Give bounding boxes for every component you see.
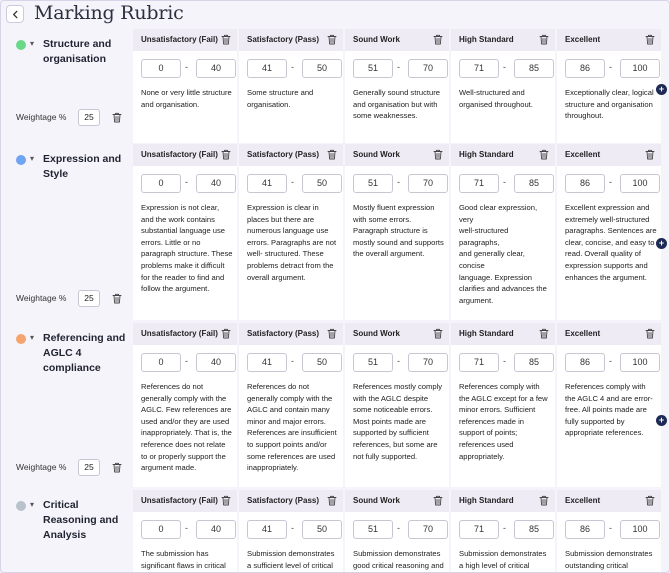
level-title[interactable]: Sound Work [353,496,400,505]
level-description[interactable]: Submission demonstrates a high level of critical [459,549,547,570]
level-header [133,144,237,166]
level-header [345,323,449,345]
range-max-input[interactable]: 85 [514,520,554,539]
range-separator: - [503,523,506,533]
level-title[interactable]: Satisfactory (Pass) [247,496,320,505]
criterion-color-dot[interactable] [16,155,26,165]
level-column [557,144,661,320]
level-title[interactable]: Sound Work [353,35,400,44]
delete-level-trash-icon[interactable] [645,328,655,339]
range-min-input[interactable]: 41 [247,520,287,539]
level-title[interactable]: High Standard [459,496,514,505]
level-header [557,144,661,166]
range-min-input[interactable]: 71 [459,520,499,539]
level-columns [133,144,661,320]
range-min-input[interactable]: 51 [353,353,393,372]
criterion-header [9,144,133,320]
delete-level-trash-icon[interactable] [645,495,655,506]
level-column [345,144,449,320]
criterion-block [9,490,665,573]
level-description[interactable]: Good clear expression, very well-structured paragraphs, and generally clear, concise language. Expression clarifies and advances the argument. [459,203,547,305]
level-header [557,323,661,345]
level-description[interactable]: References do not generally comply with the AGLC. Few references are used and/or they are used inappropriately. That is, the reference does not relate to or properly support the argument made. [141,382,232,473]
level-title[interactable]: Sound Work [353,150,400,159]
range-max-input[interactable]: 50 [302,174,342,193]
range-min-input[interactable]: 41 [247,174,287,193]
chevron-down-icon[interactable]: ▾ [30,154,35,163]
level-title[interactable]: Excellent [565,35,601,44]
level-header [133,323,237,345]
score-range [459,520,553,539]
level-title[interactable]: Excellent [565,496,601,505]
range-max-input[interactable]: 50 [302,520,342,539]
level-header [239,29,343,51]
range-separator: - [397,177,400,187]
range-separator: - [185,62,188,72]
weightage-label: Weightage % [16,462,67,472]
level-title[interactable]: Unsatisfactory (Fail) [141,35,218,44]
delete-level-trash-icon[interactable] [327,328,337,339]
range-max-input[interactable]: 85 [514,174,554,193]
level-description[interactable]: Expression is not clear, and the work contains substantial language use errors. Little or no paragraph structure. These problems make it difficult for the reader to find and follow the argument. [141,203,233,294]
range-max-input[interactable]: 85 [514,59,554,78]
level-description[interactable]: References mostly comply with the AGLC despite some noticeable errors. Most points made are supported by sufficient references, but some are not fully supported. [353,382,443,461]
level-description[interactable]: Expression is clear in places but there are numerous language use errors. Paragraphs are not well- structured. These problems detract from the overall argument. [247,203,337,282]
range-min-input[interactable]: 51 [353,520,393,539]
score-range [565,59,659,78]
level-description[interactable]: Submission demonstrates good critical reasoning and [353,549,444,570]
score-range [141,59,235,78]
level-header [451,144,555,166]
delete-level-trash-icon[interactable] [327,34,337,45]
level-description[interactable]: References comply with the AGLC 4 and are error-free. All points made are fully supported by appropriate references. [565,382,653,438]
level-column [345,490,449,573]
level-title[interactable]: High Standard [459,329,514,338]
range-min-input[interactable]: 51 [353,174,393,193]
range-separator: - [503,177,506,187]
range-max-input[interactable]: 100 [620,59,660,78]
level-header [451,29,555,51]
level-header [239,323,343,345]
score-range [247,59,341,78]
level-title[interactable]: Sound Work [353,329,400,338]
criterion-name[interactable]: Expression and Style [43,153,122,180]
range-separator: - [291,62,294,72]
level-description[interactable]: Mostly fluent expression with some errors. Paragraph structure is mostly sound and supports the overall argument. [353,203,444,259]
delete-level-trash-icon[interactable] [433,34,443,45]
range-max-input[interactable]: 40 [196,520,236,539]
level-column [133,323,237,487]
range-separator: - [609,62,612,72]
header [1,1,670,29]
range-max-input[interactable]: 50 [302,59,342,78]
level-column [557,490,661,573]
weightage-row [16,109,132,127]
delete-level-trash-icon[interactable] [539,328,549,339]
weightage-input[interactable]: 25 [78,290,100,307]
range-max-input[interactable]: 85 [514,353,554,372]
delete-level-trash-icon[interactable] [539,495,549,506]
criterion-block [9,323,665,487]
level-columns [133,29,661,143]
range-min-input[interactable]: 41 [247,59,287,78]
range-separator: - [291,356,294,366]
level-column [451,144,555,320]
score-range [353,59,447,78]
delete-level-trash-icon[interactable] [433,149,443,160]
delete-level-trash-icon[interactable] [539,34,549,45]
range-max-input[interactable]: 40 [196,59,236,78]
level-title[interactable]: High Standard [459,35,514,44]
criterion-header [9,323,133,487]
range-min-input[interactable]: 86 [565,353,605,372]
level-column [557,29,661,143]
level-description[interactable]: Well-structured and organised throughout. [459,88,533,109]
range-max-input[interactable]: 70 [408,59,448,78]
level-description[interactable]: Generally sound structure and organisation but with some weaknesses. [353,88,440,121]
level-title[interactable]: Excellent [565,329,601,338]
range-min-input[interactable]: 71 [459,59,499,78]
delete-level-trash-icon[interactable] [645,34,655,45]
range-min-input[interactable]: 0 [141,59,181,78]
range-max-input[interactable]: 70 [408,174,448,193]
range-min-input[interactable]: 0 [141,353,181,372]
level-description[interactable]: Submission demonstrates a sufficient level of critical [247,549,335,570]
range-separator: - [397,523,400,533]
range-max-input[interactable]: 100 [620,353,660,372]
chevron-left-icon [11,10,20,19]
score-range [353,520,447,539]
level-header [557,490,661,512]
level-column [451,490,555,573]
range-separator: - [185,356,188,366]
delete-level-trash-icon[interactable] [327,495,337,506]
level-header [133,490,237,512]
score-range [353,353,447,372]
delete-criterion-trash-icon[interactable] [112,462,122,473]
range-separator: - [503,62,506,72]
weightage-input[interactable]: 25 [78,109,100,126]
delete-level-trash-icon[interactable] [221,495,231,506]
score-range [141,520,235,539]
score-range [459,174,553,193]
range-min-input[interactable]: 71 [459,174,499,193]
weightage-input[interactable]: 25 [78,459,100,476]
level-description[interactable]: Exceptionally clear, logical structure and organisation throughout. [565,88,654,121]
range-separator: - [291,177,294,187]
score-range [353,174,447,193]
range-separator: - [291,523,294,533]
range-max-input[interactable]: 40 [196,353,236,372]
range-separator: - [185,177,188,187]
level-title[interactable]: Unsatisfactory (Fail) [141,150,218,159]
level-title[interactable]: Satisfactory (Pass) [247,329,320,338]
chevron-down-icon[interactable]: ▾ [30,500,35,509]
level-description[interactable]: Submission demonstrates outstanding critical [565,549,653,570]
delete-level-trash-icon[interactable] [645,149,655,160]
level-header [345,144,449,166]
range-separator: - [397,356,400,366]
range-max-input[interactable]: 70 [408,520,448,539]
level-column [239,490,343,573]
level-column [345,323,449,487]
criterion-name[interactable]: Critical Reasoning and Analysis [43,499,119,541]
level-columns [133,323,661,487]
level-title[interactable]: Unsatisfactory (Fail) [141,496,218,505]
level-header [239,144,343,166]
score-range [141,174,235,193]
level-column [557,323,661,487]
score-range [565,353,659,372]
delete-criterion-trash-icon[interactable] [112,293,122,304]
weightage-row [16,459,132,477]
level-columns [133,490,661,573]
level-column [239,323,343,487]
add-level-button[interactable]: + [656,84,667,95]
range-separator: - [503,356,506,366]
range-min-input[interactable]: 86 [565,174,605,193]
level-column [239,144,343,320]
chevron-down-icon[interactable]: ▾ [30,333,35,342]
range-separator: - [609,177,612,187]
range-separator: - [397,62,400,72]
level-header [451,323,555,345]
score-range [459,59,553,78]
chevron-down-icon[interactable]: ▾ [30,39,35,48]
range-min-input[interactable]: 86 [565,520,605,539]
level-title[interactable]: High Standard [459,150,514,159]
level-column [345,29,449,143]
criterion-color-dot[interactable] [16,40,26,50]
level-header [451,490,555,512]
weightage-row [16,290,132,308]
level-title[interactable]: Unsatisfactory (Fail) [141,329,218,338]
add-level-button[interactable]: + [656,415,667,426]
level-description[interactable]: The submission has significant flaws in critical [141,549,226,570]
delete-level-trash-icon[interactable] [327,149,337,160]
back-button[interactable] [6,5,24,23]
level-title[interactable]: Excellent [565,150,601,159]
level-header [345,490,449,512]
score-range [247,353,341,372]
delete-level-trash-icon[interactable] [221,34,231,45]
score-range [565,174,659,193]
criterion-color-dot[interactable] [16,334,26,344]
range-min-input[interactable]: 71 [459,353,499,372]
score-range [459,353,553,372]
delete-level-trash-icon[interactable] [539,149,549,160]
level-description[interactable]: Excellent expression and extremely well-structured paragraphs. Sentences are clear, concise, and easy to read. Overall quality of expression supports and enhances the argument. [565,203,657,282]
range-max-input[interactable]: 100 [620,520,660,539]
criterion-name[interactable]: Referencing and AGLC 4 compliance [43,332,126,374]
level-column [133,490,237,573]
range-max-input[interactable]: 50 [302,353,342,372]
level-column [133,29,237,143]
weightage-label: Weightage % [16,112,67,122]
level-column [451,29,555,143]
range-max-input[interactable]: 100 [620,174,660,193]
range-min-input[interactable]: 0 [141,520,181,539]
delete-criterion-trash-icon[interactable] [112,112,122,123]
score-range [247,520,341,539]
level-header [557,29,661,51]
level-header [345,29,449,51]
delete-level-trash-icon[interactable] [221,328,231,339]
level-title[interactable]: Satisfactory (Pass) [247,150,320,159]
criterion-block [9,144,665,320]
range-separator: - [609,523,612,533]
score-range [247,174,341,193]
delete-level-trash-icon[interactable] [433,495,443,506]
range-max-input[interactable]: 40 [196,174,236,193]
range-separator: - [609,356,612,366]
criterion-header [9,29,133,143]
level-header [239,490,343,512]
score-range [565,520,659,539]
criterion-name[interactable]: Structure and organisation [43,38,112,65]
delete-level-trash-icon[interactable] [221,149,231,160]
range-separator: - [185,523,188,533]
level-description[interactable]: None or very little structure and organisation. [141,88,232,109]
criterion-block [9,29,665,143]
add-level-button[interactable]: + [656,238,667,249]
range-max-input[interactable]: 70 [408,353,448,372]
delete-level-trash-icon[interactable] [433,328,443,339]
level-column [133,144,237,320]
range-min-input[interactable]: 86 [565,59,605,78]
level-description[interactable]: References do not generally comply with the AGLC and contain many minor and major errors. References are insufficient to support points and/or some references are used inappropriately. [247,382,337,473]
score-range [141,353,235,372]
level-description[interactable]: References comply with the AGLC except for a few minor errors. Sufficient references made in support of points; references used appropriately. [459,382,548,461]
range-min-input[interactable]: 41 [247,353,287,372]
level-title[interactable]: Satisfactory (Pass) [247,35,320,44]
criterion-color-dot[interactable] [16,501,26,511]
range-min-input[interactable]: 0 [141,174,181,193]
criterion-header [9,490,133,573]
level-header [133,29,237,51]
level-column [239,29,343,143]
range-min-input[interactable]: 51 [353,59,393,78]
page-title: Marking Rubric [34,2,184,24]
weightage-label: Weightage % [16,293,67,303]
level-column [451,323,555,487]
level-description[interactable]: Some structure and organisation. [247,88,314,109]
